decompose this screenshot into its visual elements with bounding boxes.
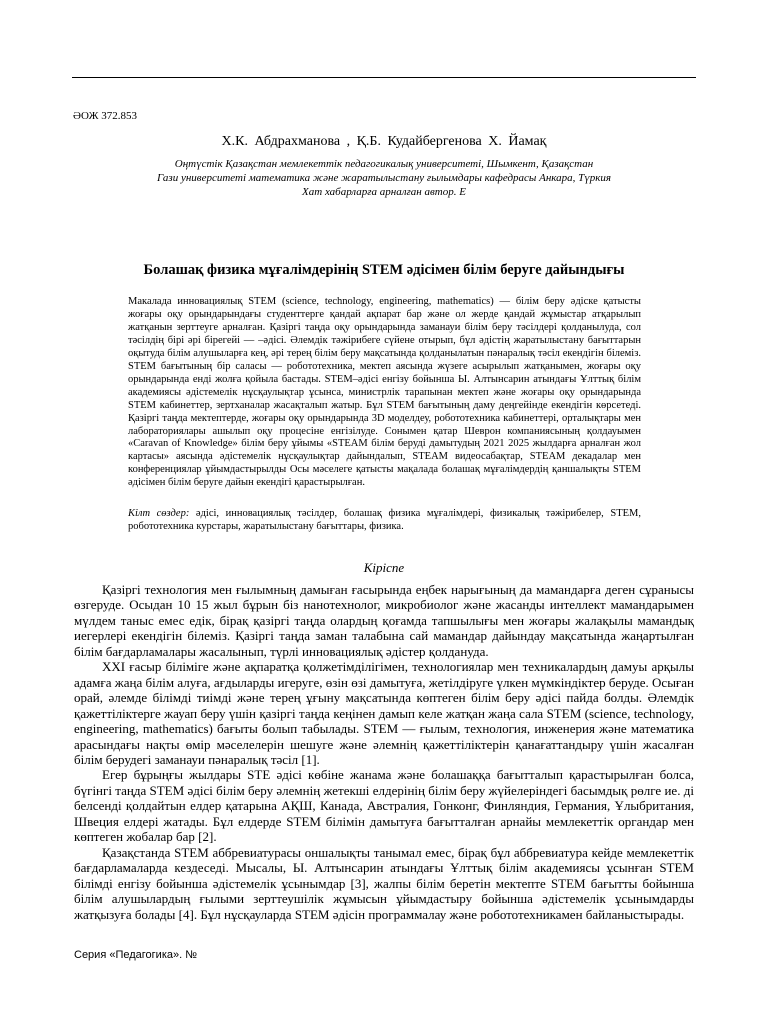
abstract: Макалада инновациялық STEM (science, technology, engineering, mathematics) — білім беру әдіске қатысты жоғары оқу орындарындағы студенттерге қандай ақпарат бар және ол жерде қандай жұмыстар атқарылып жатқанын зерттеуге арналған. Қазіргі таңда оқу орындарында заманауи білім беру тәсілдері қолданылуда, сол тәсілдің бірі әрі бірегейі — –әдісі. Әлемдік тәжірибеге сүйене отырып, бұл әдістің жаратылыстану бағыттарын оқытуда білім алушыларға кең, әрі терең білім беру мақсатында қолданылатын пәнаралық тәсіл екендігін білеміз. STEM бағытының бір саласы — робототехника, мектеп аясында жүзеге асырылып жатқанымен, жоғары оқу орындарында енді жолға қойыла бастады. STEM–әдісі енгізу бойынша Ы. Алтынсарин атындағы Ұлттық білім академиясы әдістемелік нұсқаулықтар ұсынса, министрлік тарапынан мектеп және жоғары оқу орындарында STEM кабинеттер, зертханалар жасақталып жатыр. Бұл STEM бағытының даму деңгейінде екендігін көрсетеді. Қазіргі таңда мектептерде, жоғары оқу орындарында 3D моделдеу, робототехника кабинеттері, орталықтары мен лабораториялары ашылып оқу процесіне енгізілуде. Сонымен қатар Шеврон компаниясының қолдауымен «Caravan of Knowledge» білім беру ұйымы «STEAM білім беруді дамытудың 2021 2025 жылдарға арналған жол картасы» аясында әдістемелік нұсқаулықтар дайындалып, STEAM видеосабақтар, STEAM декадалар мен конференциялар ұйымдастырылды Осы мәселеге қатысты мақалада болашақ мұғалімдердің қаншалықты STEM әдісімен білім беруге дайын екендігі қарастырылған. — [128, 296, 641, 489]
paragraph: Қазақстанда STEM аббревиатурасы оншалықты танымал емес, бірақ бұл аббревиатура кейде мемлекеттік бағдарламаларда кездеседі. Мысалы, Ы. Алтынсарин атындағы Ұлттық білім академиясы ұсынған STEM білімді енгізу бойынша әдістемелік ұсынымдар [3], жалпы білім беретін мектепте STEM бағытты бойынша білім алушылардың ғылыми зерттеушілік жұмысын ұйымдастыру бойынша әдістемелік ұсынымдарды жатқызуға болады [4]. Бұл нұсқауларда STEM әдісін программалау және робототехникамен байланыстырады. — [74, 844, 694, 922]
section-heading: Кіріспе — [363, 560, 405, 575]
keywords-label: Кілт сөздер: — [128, 508, 190, 519]
paragraph: Қазіргі технология мен ғылымның дамыған ғасырында еңбек нарығының да мамандарға деген сұранысы өзгеруде. Осыдан 10 15 жыл бұрын біз нанотехнолог, микробиолог және жасанды интеллект мамандарымен мүлдем таныс емес едік, бірақ қазіргі таңда олардың қоғамда тапшылығы мен жоғары жалақылы мамандық иегерлері екендігін білеміз. Қазіргі таңда заман талабына сай мамандар дайындау мақсатында жаңартылған білім бағдарламалары жасалынып, түрлі инновациялық әдістер қолдануда. — [74, 582, 694, 659]
authors: Х.К. Абдрахманова , Қ.Б. Кудайбергенова Х. Йамақ — [221, 134, 547, 149]
paragraph: XXI ғасыр біліміге және ақпаратқа қолжетімділігімен, технологиялар мен техникалардың дамуы арқылы адамға жаңа білім алуға, ағдыларды игеруге, өзін өзі дамытуға, жетілдіруге үлкен мүмкіндіктер беруде. Осыған орай, әлемде білімді тиімді және терең ұғыну мақсатында көптеген білім беру әдісі пайда болды. Әлемдік қажеттіліктерге жауап беру үшін қазіргі таңда кеңінен дамып келе жатқан жаңа сала STEM (science, technology, engineering, mathematics) бағыты болып табылады. STEM — ғылым, технология, инженерия және математика арасындағы нақты өмір мәселелерін шешуге және әлемнің қажеттіліктерін қанағаттандыру үшін жасалған білім берудегі заманауи пәнаралық тәсіл [1]. — [74, 659, 694, 767]
affiliation-1: Оңтүстік Қазақстан мемлекеттік педагогикалық университеті, Шымкент, Қазақстан — [174, 158, 594, 170]
affiliation-2: Гази университеті математика және жаратылыстану ғылымдары кафедрасы Анкара, Түркия — [156, 172, 612, 184]
journal-series-footer: Серия «Педагогика». № — [74, 949, 198, 961]
paper-title: Болашақ физика мұғалімдерінің STEM әдісімен білім беруге дайындығы — [143, 262, 625, 278]
udc-code: ӘОЖ 372.853 — [73, 110, 137, 122]
body-text — [74, 582, 694, 922]
keywords — [128, 507, 641, 533]
keywords-text: әдісі, инновациялық тәсілдер, болашақ физика мұғалімдері, физикалық тәжірибелер, STEM, робототехника курстары, жаратылыстану бағыттары, физика. — [128, 508, 641, 532]
paragraph: Егер бұрыңғы жылдары STE әдісі көбіне жанама және болашаққа бағытталып қарастырылған болса, бүгінгі таңда STEM әдісі білім беру әлемнің жетекші елдерінің білім беру жүйелеріндегі басымдық рөлге ие. ді белсенді қолдайтын елдер қатарына АҚШ, Канада, Австралия, Гонконг, Финляндия, Германия, Ұлыбритания, Швеция елдері жатады. Бұл елдерде STEM білімін дамытуға бағытталған арнайы мемлекеттік органдар мен көптеген жобалар бар [2]. — [74, 767, 694, 845]
header-rule — [72, 77, 696, 78]
corresponding-author-note: Хат хабарларға арналған автор. Е — [302, 186, 466, 198]
